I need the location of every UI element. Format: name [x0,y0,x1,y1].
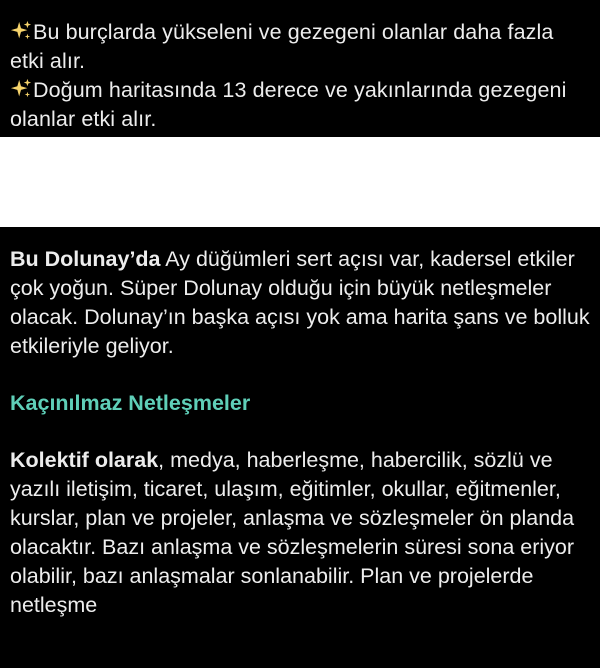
dolunay-paragraph [10,245,590,361]
section-heading: Kaçınılmaz Netleşmeler [10,391,251,415]
white-divider [0,137,600,227]
dolunay-paragraph-bold: Bu Dolunay’da [10,247,161,271]
bullet-item-2 [10,76,590,134]
sparkles-icon [10,78,32,100]
bullet-item-2-text: Doğum haritasında 13 derece ve yakınlarında gezegeni olanlar etki alır. [10,78,567,131]
bottom-text-panel [0,227,600,668]
bullet-item-1-text: Bu burçlarda yükseleni ve gezegeni olanlar daha fazla etki alır. [10,20,554,73]
sparkles-icon [10,20,32,42]
kolektif-paragraph-text: , medya, haberleşme, habercilik, sözlü ve yazılı iletişim, ticaret, ulaşım, eğitimler, okullar, eğitmenler, kurslar, plan ve projeler, anlaşma ve sözleşmeler ön planda olacaktır. Bazı anlaşma ve sözleşmelerin süresi sona eriyor olabilir, bazı anlaşmalar sonlanabilir. Plan ve projelerde netleşme [10,448,575,617]
kolektif-paragraph-bold: Kolektif olarak [10,448,159,472]
dolunay-paragraph-text: Ay düğümleri sert açısı var, kadersel etkiler çok yoğun. Süper Dolunay olduğu için büyük netleşmeler olacak. Dolunay’ın başka açısı yok ama harita şans ve bolluk etkileriyle geliyor. [10,247,590,358]
kolektif-paragraph [10,446,590,620]
top-text-panel [0,0,600,137]
bullet-item-1 [10,18,590,76]
